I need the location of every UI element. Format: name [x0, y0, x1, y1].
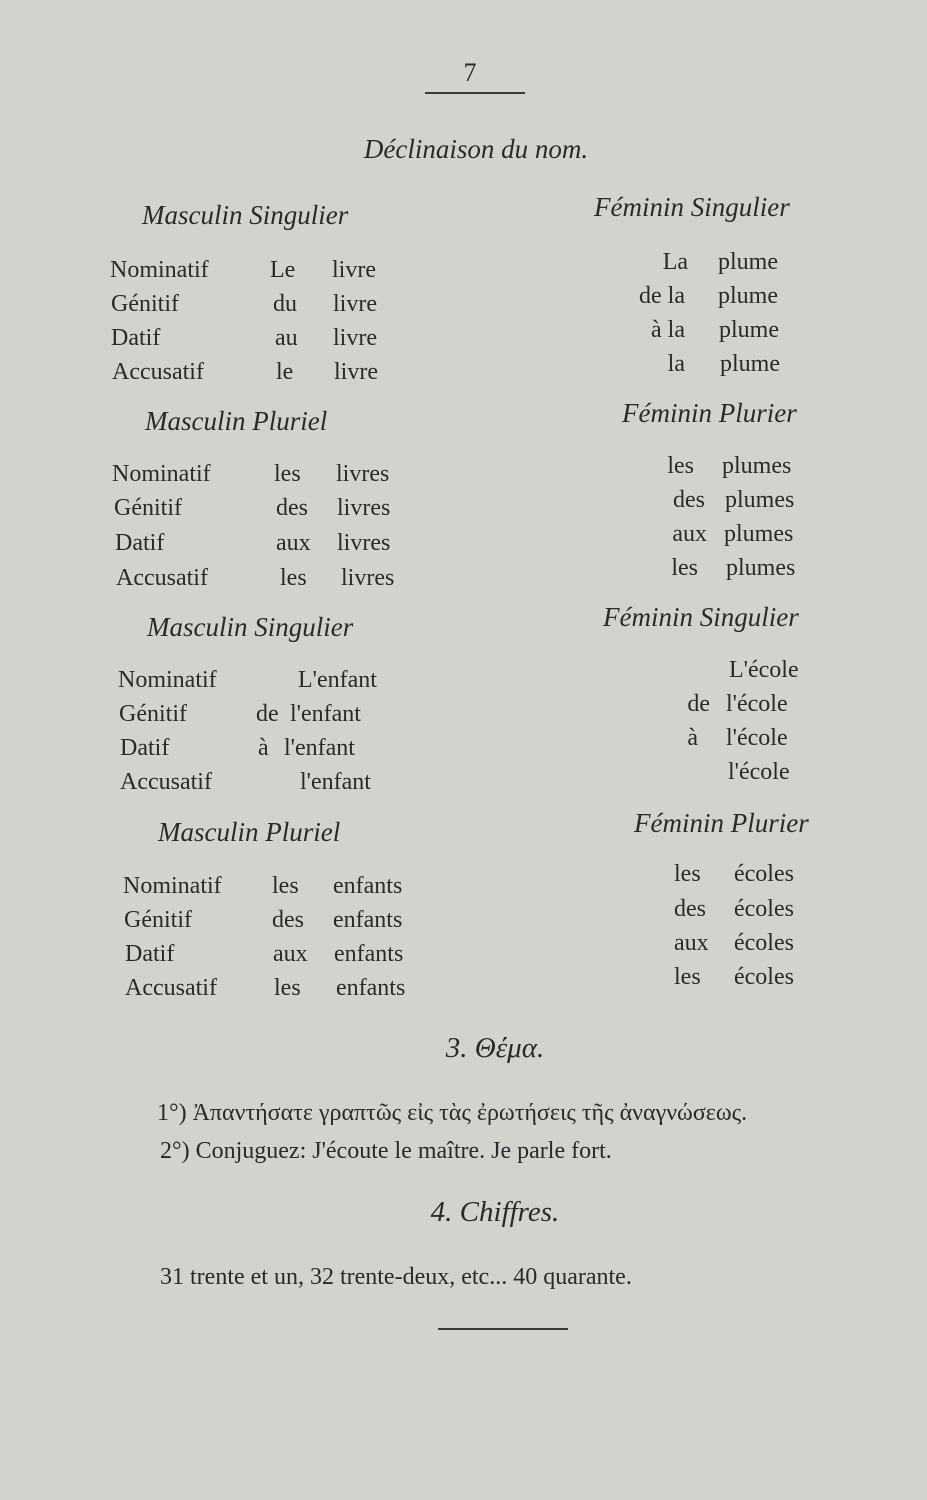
case-label: Génitif: [124, 907, 192, 933]
article: des: [673, 487, 705, 513]
article: aux: [674, 930, 709, 956]
article: les: [674, 861, 701, 887]
case-label: Génitif: [114, 495, 182, 521]
article: de: [687, 691, 710, 717]
noun: enfants: [334, 941, 404, 967]
noun: livre: [333, 325, 377, 351]
noun: plume: [718, 249, 778, 275]
article: la: [667, 351, 685, 377]
article: à: [258, 735, 269, 761]
section-3-line-1: 1°) Ἀπαντήσατε γραπτῶς εἰς τὰς ἐρωτήσεις τῆς ἀναγνώσεως.: [157, 1100, 748, 1126]
noun: livre: [334, 359, 378, 385]
noun: L'enfant: [298, 667, 377, 693]
case-label: Génitif: [119, 701, 187, 727]
article: Le: [270, 257, 296, 283]
right-heading-1: Féminin Singulier: [594, 192, 790, 222]
article: les: [671, 555, 698, 581]
noun: l'école: [726, 691, 788, 717]
article: de: [256, 701, 279, 727]
case-label: Accusatif: [112, 359, 204, 385]
case-label: Datif: [120, 735, 170, 761]
noun: plume: [718, 283, 778, 309]
case-label: Génitif: [111, 291, 179, 317]
article: La: [662, 249, 688, 275]
left-heading-2: Masculin Pluriel: [145, 406, 328, 436]
article: au: [275, 325, 298, 351]
article: des: [272, 907, 304, 933]
article: les: [274, 975, 301, 1001]
article: le: [276, 359, 294, 385]
article: aux: [273, 941, 308, 967]
case-label: Datif: [125, 941, 175, 967]
noun: l'enfant: [290, 701, 361, 727]
article: les: [280, 565, 307, 591]
section-3-heading: 3. Θέμα.: [445, 1032, 545, 1064]
left-heading-3: Masculin Singulier: [147, 612, 354, 642]
right-heading-3: Féminin Singulier: [603, 602, 799, 632]
left-heading-1: Masculin Singulier: [142, 200, 349, 230]
case-label: Nominatif: [112, 461, 211, 487]
article: aux: [672, 521, 707, 547]
noun: livre: [332, 257, 376, 283]
noun: plumes: [722, 453, 792, 479]
noun: plumes: [726, 555, 796, 581]
case-label: Datif: [111, 325, 161, 351]
article: les: [674, 964, 701, 990]
case-label: Accusatif: [120, 769, 212, 795]
noun: écoles: [734, 896, 794, 922]
article: les: [272, 873, 299, 899]
article: aux: [276, 530, 311, 556]
case-label: Nominatif: [123, 873, 222, 899]
section-4-line-1: 31 trente et un, 32 trente-deux, etc... 40 quarante.: [160, 1264, 632, 1290]
noun: livres: [336, 461, 390, 487]
article: à: [687, 725, 698, 751]
noun: plume: [719, 317, 779, 343]
noun: enfants: [333, 873, 403, 899]
page-number: 7: [463, 58, 477, 87]
noun: l'enfant: [300, 769, 371, 795]
noun: écoles: [734, 861, 794, 887]
bottom-rule: [438, 1328, 568, 1330]
noun: livres: [341, 565, 395, 591]
right-heading-4: Féminin Plurier: [634, 808, 809, 838]
article: de la: [639, 283, 685, 309]
noun: enfants: [336, 975, 406, 1001]
noun: L'école: [729, 657, 799, 683]
case-label: Accusatif: [116, 565, 208, 591]
case-label: Nominatif: [118, 667, 217, 693]
noun: livres: [337, 530, 391, 556]
case-label: Datif: [115, 530, 165, 556]
article: du: [273, 291, 297, 317]
noun: plumes: [725, 487, 795, 513]
article: à la: [651, 317, 685, 343]
top-rule: [425, 92, 525, 94]
noun: plume: [720, 351, 780, 377]
article: des: [674, 896, 706, 922]
case-label: Nominatif: [110, 257, 209, 283]
left-heading-4: Masculin Pluriel: [158, 817, 341, 847]
noun: l'école: [726, 725, 788, 751]
noun: l'enfant: [284, 735, 355, 761]
noun: livre: [333, 291, 377, 317]
noun: plumes: [724, 521, 794, 547]
noun: livres: [337, 495, 391, 521]
section-3-line-2: 2°) Conjuguez: J'écoute le maître. Je parle fort.: [160, 1138, 612, 1164]
noun: écoles: [734, 964, 794, 990]
case-label: Accusatif: [125, 975, 217, 1001]
section-4-heading: 4. Chiffres.: [430, 1196, 560, 1228]
right-heading-2: Féminin Plurier: [622, 398, 797, 428]
article: des: [276, 495, 308, 521]
article: les: [274, 461, 301, 487]
article: les: [667, 453, 694, 479]
page-title: Déclinaison du nom.: [363, 134, 589, 164]
noun: enfants: [333, 907, 403, 933]
noun: l'école: [728, 759, 790, 785]
noun: écoles: [734, 930, 794, 956]
